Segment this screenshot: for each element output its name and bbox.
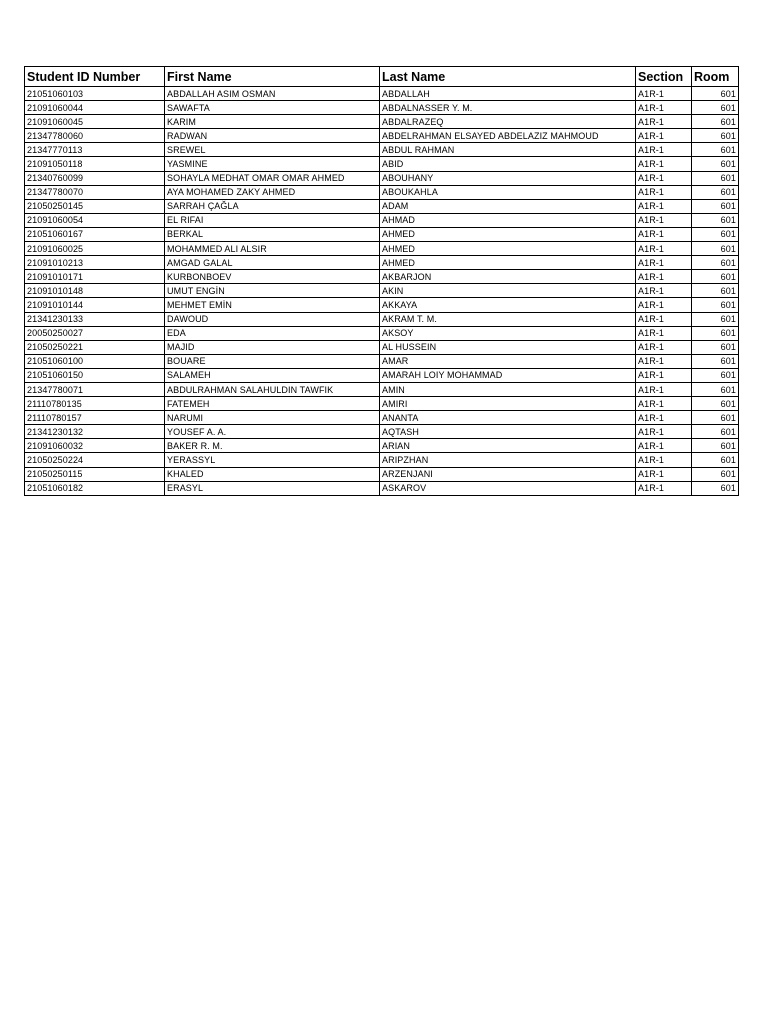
last-name-cell: AMIN <box>380 382 636 396</box>
table-row <box>25 101 739 115</box>
table-row <box>25 143 739 157</box>
section-cell: A1R-1 <box>636 312 692 326</box>
section-cell: A1R-1 <box>636 340 692 354</box>
room-cell: 601 <box>692 157 739 171</box>
first-name-cell: RADWAN <box>165 129 380 143</box>
section-cell: A1R-1 <box>636 382 692 396</box>
last-name-cell: ABOUHANY <box>380 171 636 185</box>
student-id-cell: 21091060025 <box>25 242 165 256</box>
first-name-cell: ABDULRAHMAN SALAHULDIN TAWFIK <box>165 382 380 396</box>
last-name-cell: AMIRI <box>380 397 636 411</box>
room-cell: 601 <box>692 354 739 368</box>
room-cell: 601 <box>692 439 739 453</box>
student-id-cell: 21347780071 <box>25 382 165 396</box>
table-row <box>25 256 739 270</box>
student-id-cell: 21050250115 <box>25 467 165 481</box>
last-name-cell: AKSOY <box>380 326 636 340</box>
student-table <box>24 66 739 496</box>
student-id-cell: 21341230132 <box>25 425 165 439</box>
section-cell: A1R-1 <box>636 453 692 467</box>
room-cell: 601 <box>692 312 739 326</box>
room-cell: 601 <box>692 185 739 199</box>
section-cell: A1R-1 <box>636 115 692 129</box>
section-cell: A1R-1 <box>636 199 692 213</box>
room-cell: 601 <box>692 101 739 115</box>
student-id-cell: 21050250145 <box>25 199 165 213</box>
first-name-cell: YASMINE <box>165 157 380 171</box>
table-row <box>25 129 739 143</box>
room-cell: 601 <box>692 199 739 213</box>
student-id-cell: 21091010144 <box>25 298 165 312</box>
last-name-cell: ABDUL RAHMAN <box>380 143 636 157</box>
student-id-cell: 21051060103 <box>25 87 165 101</box>
room-cell: 601 <box>692 453 739 467</box>
section-cell: A1R-1 <box>636 467 692 481</box>
section-cell: A1R-1 <box>636 242 692 256</box>
student-id-cell: 21091060045 <box>25 115 165 129</box>
table-row <box>25 312 739 326</box>
section-cell: A1R-1 <box>636 326 692 340</box>
student-id-cell: 21051060150 <box>25 368 165 382</box>
header-last-name: Last Name <box>380 67 636 87</box>
room-cell: 601 <box>692 340 739 354</box>
student-id-cell: 21091010213 <box>25 256 165 270</box>
table-row <box>25 171 739 185</box>
section-cell: A1R-1 <box>636 87 692 101</box>
student-list-sheet <box>24 66 738 496</box>
first-name-cell: EDA <box>165 326 380 340</box>
last-name-cell: AKRAM T. M. <box>380 312 636 326</box>
room-cell: 601 <box>692 284 739 298</box>
section-cell: A1R-1 <box>636 481 692 495</box>
first-name-cell: FATEMEH <box>165 397 380 411</box>
student-id-cell: 21347780070 <box>25 185 165 199</box>
section-cell: A1R-1 <box>636 439 692 453</box>
room-cell: 601 <box>692 143 739 157</box>
first-name-cell: SALAMEH <box>165 368 380 382</box>
section-cell: A1R-1 <box>636 425 692 439</box>
room-cell: 601 <box>692 397 739 411</box>
table-row <box>25 242 739 256</box>
table-row <box>25 157 739 171</box>
first-name-cell: SARRAH ÇAĞLA <box>165 199 380 213</box>
first-name-cell: SAWAFTA <box>165 101 380 115</box>
table-body <box>25 87 739 496</box>
last-name-cell: AHMED <box>380 227 636 241</box>
section-cell: A1R-1 <box>636 284 692 298</box>
last-name-cell: ANANTA <box>380 411 636 425</box>
table-row <box>25 199 739 213</box>
table-row <box>25 354 739 368</box>
table-row <box>25 368 739 382</box>
last-name-cell: ARZENJANI <box>380 467 636 481</box>
student-id-cell: 21051060167 <box>25 227 165 241</box>
first-name-cell: AYA MOHAMED ZAKY AHMED <box>165 185 380 199</box>
first-name-cell: NARUMI <box>165 411 380 425</box>
student-id-cell: 21091060032 <box>25 439 165 453</box>
last-name-cell: AHMAD <box>380 213 636 227</box>
section-cell: A1R-1 <box>636 157 692 171</box>
header-row <box>25 67 739 87</box>
table-row <box>25 87 739 101</box>
student-id-cell: 21091010171 <box>25 270 165 284</box>
section-cell: A1R-1 <box>636 143 692 157</box>
student-id-cell: 21051060182 <box>25 481 165 495</box>
student-id-cell: 21110780135 <box>25 397 165 411</box>
last-name-cell: ARIAN <box>380 439 636 453</box>
last-name-cell: ABID <box>380 157 636 171</box>
last-name-cell: AQTASH <box>380 425 636 439</box>
last-name-cell: ADAM <box>380 199 636 213</box>
room-cell: 601 <box>692 270 739 284</box>
room-cell: 601 <box>692 256 739 270</box>
section-cell: A1R-1 <box>636 256 692 270</box>
student-id-cell: 21091010148 <box>25 284 165 298</box>
first-name-cell: BOUARE <box>165 354 380 368</box>
room-cell: 601 <box>692 481 739 495</box>
table-row <box>25 411 739 425</box>
last-name-cell: ABDALLAH <box>380 87 636 101</box>
last-name-cell: AKKAYA <box>380 298 636 312</box>
first-name-cell: MAJID <box>165 340 380 354</box>
section-cell: A1R-1 <box>636 213 692 227</box>
last-name-cell: AMAR <box>380 354 636 368</box>
student-id-cell: 21091060054 <box>25 213 165 227</box>
table-row <box>25 284 739 298</box>
last-name-cell: AL HUSSEIN <box>380 340 636 354</box>
student-id-cell: 21091050118 <box>25 157 165 171</box>
section-cell: A1R-1 <box>636 354 692 368</box>
table-row <box>25 185 739 199</box>
room-cell: 601 <box>692 382 739 396</box>
header-room: Room <box>692 67 739 87</box>
first-name-cell: UMUT ENGİN <box>165 284 380 298</box>
student-id-cell: 21347770113 <box>25 143 165 157</box>
header-section: Section <box>636 67 692 87</box>
last-name-cell: ARIPZHAN <box>380 453 636 467</box>
student-id-cell: 21051060100 <box>25 354 165 368</box>
room-cell: 601 <box>692 129 739 143</box>
table-row <box>25 213 739 227</box>
section-cell: A1R-1 <box>636 101 692 115</box>
room-cell: 601 <box>692 368 739 382</box>
header-first-name: First Name <box>165 67 380 87</box>
room-cell: 601 <box>692 213 739 227</box>
last-name-cell: ABDELRAHMAN ELSAYED ABDELAZIZ MAHMOUD <box>380 129 636 143</box>
first-name-cell: ERASYL <box>165 481 380 495</box>
last-name-cell: AHMED <box>380 242 636 256</box>
student-id-cell: 21050250221 <box>25 340 165 354</box>
table-row <box>25 453 739 467</box>
table-row <box>25 467 739 481</box>
student-id-cell: 21091060044 <box>25 101 165 115</box>
section-cell: A1R-1 <box>636 270 692 284</box>
last-name-cell: AKIN <box>380 284 636 298</box>
first-name-cell: DAWOUD <box>165 312 380 326</box>
student-id-cell: 21050250224 <box>25 453 165 467</box>
first-name-cell: YERASSYL <box>165 453 380 467</box>
room-cell: 601 <box>692 87 739 101</box>
table-row <box>25 298 739 312</box>
room-cell: 601 <box>692 326 739 340</box>
room-cell: 601 <box>692 115 739 129</box>
header-student-id: Student ID Number <box>25 67 165 87</box>
first-name-cell: KHALED <box>165 467 380 481</box>
first-name-cell: SREWEL <box>165 143 380 157</box>
last-name-cell: ABOUKAHLA <box>380 185 636 199</box>
table-row <box>25 227 739 241</box>
room-cell: 601 <box>692 298 739 312</box>
table-row <box>25 340 739 354</box>
first-name-cell: MEHMET EMİN <box>165 298 380 312</box>
last-name-cell: AMARAH LOIY MOHAMMAD <box>380 368 636 382</box>
room-cell: 601 <box>692 227 739 241</box>
section-cell: A1R-1 <box>636 368 692 382</box>
table-row <box>25 270 739 284</box>
section-cell: A1R-1 <box>636 171 692 185</box>
first-name-cell: BERKAL <box>165 227 380 241</box>
first-name-cell: KURBONBOEV <box>165 270 380 284</box>
room-cell: 601 <box>692 411 739 425</box>
room-cell: 601 <box>692 425 739 439</box>
section-cell: A1R-1 <box>636 397 692 411</box>
table-row <box>25 382 739 396</box>
section-cell: A1R-1 <box>636 129 692 143</box>
first-name-cell: ABDALLAH ASIM OSMAN <box>165 87 380 101</box>
last-name-cell: AKBARJON <box>380 270 636 284</box>
first-name-cell: MOHAMMED ALI ALSIR <box>165 242 380 256</box>
room-cell: 601 <box>692 171 739 185</box>
first-name-cell: BAKER R. M. <box>165 439 380 453</box>
room-cell: 601 <box>692 467 739 481</box>
last-name-cell: ASKAROV <box>380 481 636 495</box>
student-id-cell: 21347780060 <box>25 129 165 143</box>
table-row <box>25 115 739 129</box>
last-name-cell: ABDALRAZEQ <box>380 115 636 129</box>
first-name-cell: AMGAD GALAL <box>165 256 380 270</box>
student-id-cell: 21340760099 <box>25 171 165 185</box>
table-row <box>25 425 739 439</box>
table-row <box>25 326 739 340</box>
section-cell: A1R-1 <box>636 411 692 425</box>
student-id-cell: 20050250027 <box>25 326 165 340</box>
first-name-cell: EL RIFAI <box>165 213 380 227</box>
section-cell: A1R-1 <box>636 227 692 241</box>
section-cell: A1R-1 <box>636 298 692 312</box>
student-id-cell: 21110780157 <box>25 411 165 425</box>
first-name-cell: SOHAYLA MEDHAT OMAR OMAR AHMED <box>165 171 380 185</box>
table-row <box>25 397 739 411</box>
last-name-cell: ABDALNASSER Y. M. <box>380 101 636 115</box>
student-id-cell: 21341230133 <box>25 312 165 326</box>
table-row <box>25 439 739 453</box>
last-name-cell: AHMED <box>380 256 636 270</box>
table-row <box>25 481 739 495</box>
room-cell: 601 <box>692 242 739 256</box>
first-name-cell: KARIM <box>165 115 380 129</box>
first-name-cell: YOUSEF A. A. <box>165 425 380 439</box>
section-cell: A1R-1 <box>636 185 692 199</box>
